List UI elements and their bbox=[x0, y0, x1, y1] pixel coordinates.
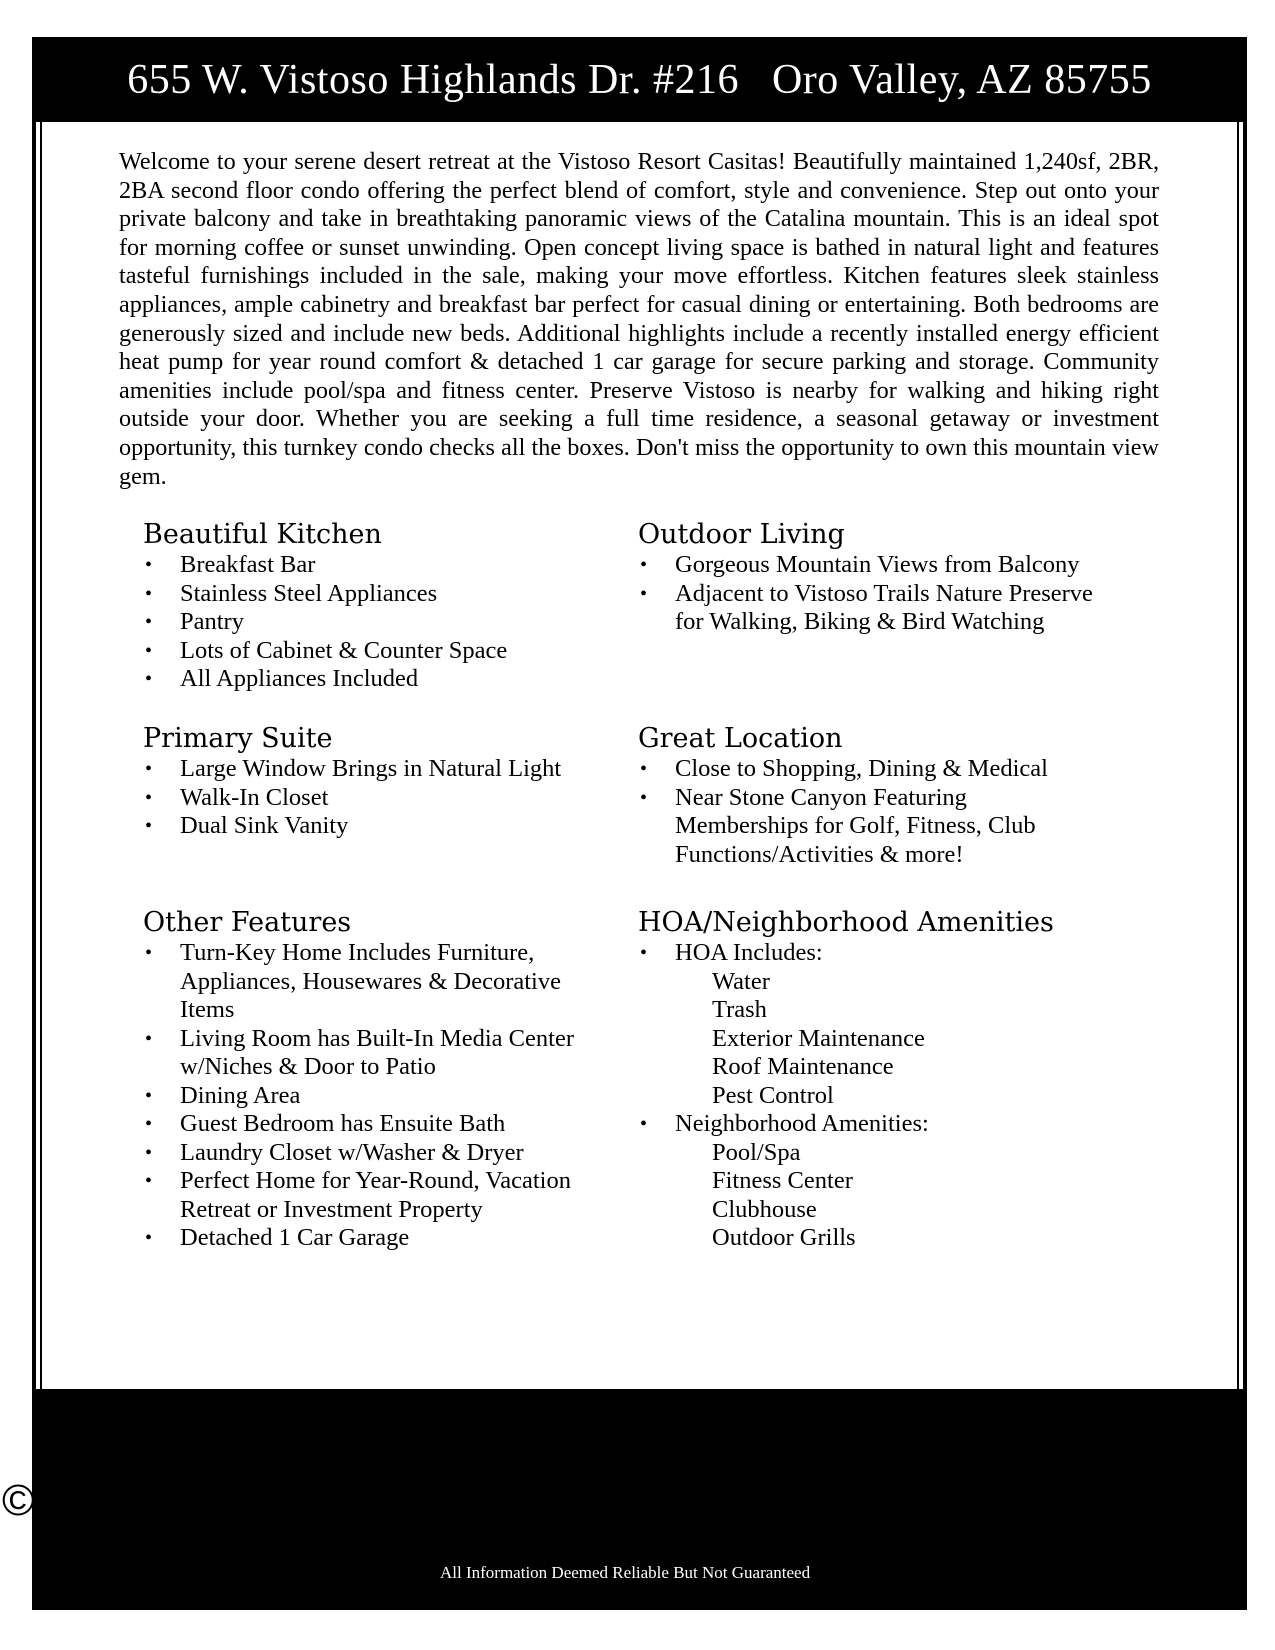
list-item bbox=[143, 1139, 603, 1168]
bullet: • bbox=[145, 1027, 153, 1050]
property-description: Welcome to your serene desert retreat at the Vistoso Resort Casitas! Beautifully maintained 1,240sf, 2BR, 2BA second floor condo offering the perfect blend of comfort, style and convenience. Step out onto your private balcony and take in breathtaking panoramic views of the Catalina mountain. This is an ideal spot for morning coffee or sunset unwinding. Open concept living space is bathed in natural light and features tasteful furnishings included in the sale, making your move effortless. Kitchen features sleek stainless appliances, ample cabinetry and breakfast bar perfect for casual dining or entertaining. Both bedrooms are generously sized and include new beds. Additional highlights include a recently installed energy efficient heat pump for year round comfort & detached 1 car garage for secure parking and storage. Community amenities include pool/spa and fitness center. Preserve Vistoso is nearby for walking and hiking right outside your door. Whether you are seeking a full time residence, a seasonal getaway or investment opportunity, this turnkey condo checks all the boxes. Don't miss the opportunity to own this mountain view gem. bbox=[119, 148, 1159, 490]
section-title: HOA/Neighborhood Amenities bbox=[638, 907, 1054, 938]
list-item bbox=[143, 1224, 603, 1253]
bullet: • bbox=[145, 611, 153, 633]
sub-list-item: Pest Control bbox=[712, 1081, 834, 1109]
hoa-includes-label: HOA Includes: bbox=[675, 939, 823, 966]
list-item bbox=[143, 580, 603, 609]
list-item-text: Stainless Steel Appliances bbox=[180, 579, 438, 607]
list-item-text: Lots of Cabinet & Counter Space bbox=[180, 636, 508, 664]
bullet: • bbox=[145, 786, 153, 809]
bullet: • bbox=[145, 1227, 153, 1249]
feature-list bbox=[143, 939, 603, 1253]
list-item-text: Near Stone Canyon Featuring Memberships for Golf, Fitness, Club Functions/Activities & more! bbox=[675, 783, 1036, 868]
list-item bbox=[143, 637, 603, 666]
list-item bbox=[143, 665, 603, 694]
bullet: • bbox=[145, 758, 153, 780]
bullet: • bbox=[145, 1170, 153, 1192]
list-item-text: Close to Shopping, Dining & Medical bbox=[675, 755, 1048, 782]
list-item bbox=[143, 1082, 603, 1111]
bullet: • bbox=[145, 942, 153, 964]
feature-list bbox=[143, 755, 603, 841]
section-great-location bbox=[638, 723, 1098, 869]
sub-list-item: Outdoor Grills bbox=[712, 1224, 856, 1251]
left-border bbox=[32, 122, 46, 1422]
neighborhood-amenities-label: Neighborhood Amenities: bbox=[675, 1110, 929, 1137]
section-title: Primary Suite bbox=[143, 723, 333, 754]
list-item bbox=[143, 608, 603, 637]
list-item-text: All Appliances Included bbox=[180, 665, 419, 692]
list-item bbox=[638, 755, 1098, 784]
list-item-text: Gorgeous Mountain Views from Balcony bbox=[675, 551, 1080, 578]
bullet: • bbox=[145, 582, 153, 605]
section-outdoor-living bbox=[638, 519, 1098, 637]
bullet: • bbox=[145, 554, 153, 576]
list-item bbox=[143, 784, 603, 813]
bullet: • bbox=[640, 554, 648, 576]
list-item-text: Turn-Key Home Includes Furniture, Appliances, Housewares & Decorative Items bbox=[180, 939, 561, 1023]
bullet: • bbox=[145, 815, 153, 837]
list-item bbox=[638, 1110, 1098, 1253]
disclaimer: All Information Deemed Reliable But Not Guaranteed bbox=[440, 1563, 811, 1582]
sub-list-item: Clubhouse bbox=[712, 1195, 817, 1223]
bullet: • bbox=[640, 582, 648, 605]
feature-list bbox=[638, 551, 1098, 637]
copyright-watermark: ©2025 MLSSAZ bbox=[2, 1476, 321, 1525]
list-item bbox=[638, 939, 1098, 1110]
list-item bbox=[143, 1110, 603, 1139]
section-title: Outdoor Living bbox=[638, 519, 845, 550]
bullet: • bbox=[145, 1113, 153, 1135]
list-item-text: Detached 1 Car Garage bbox=[180, 1224, 410, 1251]
list-item-text: Breakfast Bar bbox=[180, 551, 316, 578]
list-item-text: Walk-In Closet bbox=[180, 783, 329, 811]
list-item-text: Dining Area bbox=[180, 1081, 301, 1109]
list-item bbox=[638, 580, 1098, 637]
section-title: Great Location bbox=[638, 723, 843, 754]
sub-list-item: Exterior Maintenance bbox=[712, 1024, 925, 1052]
bullet: • bbox=[640, 786, 648, 809]
list-item-text: Pantry bbox=[180, 608, 244, 635]
bullet: • bbox=[640, 942, 648, 964]
list-item-text: Adjacent to Vistoso Trails Nature Preserve for Walking, Biking & Bird Watching bbox=[675, 579, 1093, 635]
list-item-text: Living Room has Built-In Media Center w/Niches & Door to Patio bbox=[180, 1024, 574, 1080]
bullet: • bbox=[640, 758, 648, 780]
bullet: • bbox=[640, 1113, 648, 1135]
list-item-text: Large Window Brings in Natural Light bbox=[180, 755, 562, 782]
property-address-title: 655 W. Vistoso Highlands Dr. #216 Oro Valley, AZ 85755 bbox=[127, 56, 1152, 103]
section-hoa-amenities bbox=[638, 907, 1098, 1253]
list-item bbox=[143, 551, 603, 580]
list-item bbox=[143, 1167, 603, 1224]
bullet: • bbox=[145, 1141, 153, 1164]
bullet: • bbox=[145, 1084, 153, 1107]
header-bar bbox=[32, 37, 1247, 122]
list-item bbox=[143, 939, 603, 1025]
feature-list bbox=[638, 939, 1098, 1253]
bullet: • bbox=[145, 668, 153, 690]
section-beautiful-kitchen bbox=[143, 519, 603, 694]
sub-list bbox=[675, 1139, 1098, 1253]
sub-list-item: Fitness Center bbox=[712, 1167, 853, 1194]
list-item bbox=[143, 1025, 603, 1082]
list-item-text: Laundry Closet w/Washer & Dryer bbox=[180, 1138, 524, 1166]
feature-list bbox=[143, 551, 603, 694]
list-item bbox=[638, 551, 1098, 580]
feature-list bbox=[638, 755, 1098, 869]
list-item bbox=[143, 755, 603, 784]
section-title: Beautiful Kitchen bbox=[143, 519, 382, 550]
list-item bbox=[143, 812, 603, 841]
section-primary-suite bbox=[143, 723, 603, 841]
sub-list bbox=[675, 968, 1098, 1111]
bullet: • bbox=[145, 639, 153, 662]
list-item-text: Guest Bedroom has Ensuite Bath bbox=[180, 1110, 506, 1137]
sub-list-item: Trash bbox=[712, 996, 767, 1023]
list-item bbox=[638, 784, 1098, 870]
sub-list-item: Pool/Spa bbox=[712, 1138, 801, 1166]
flyer-page bbox=[32, 37, 1247, 1610]
sub-list-item: Water bbox=[712, 967, 770, 995]
list-item-text: Dual Sink Vanity bbox=[180, 812, 349, 839]
list-item-text: Perfect Home for Year-Round, Vacation Retreat or Investment Property bbox=[180, 1167, 571, 1223]
right-border bbox=[1233, 122, 1247, 1422]
sub-list-item: Roof Maintenance bbox=[712, 1053, 894, 1080]
section-title: Other Features bbox=[143, 907, 352, 938]
section-other-features bbox=[143, 907, 603, 1253]
